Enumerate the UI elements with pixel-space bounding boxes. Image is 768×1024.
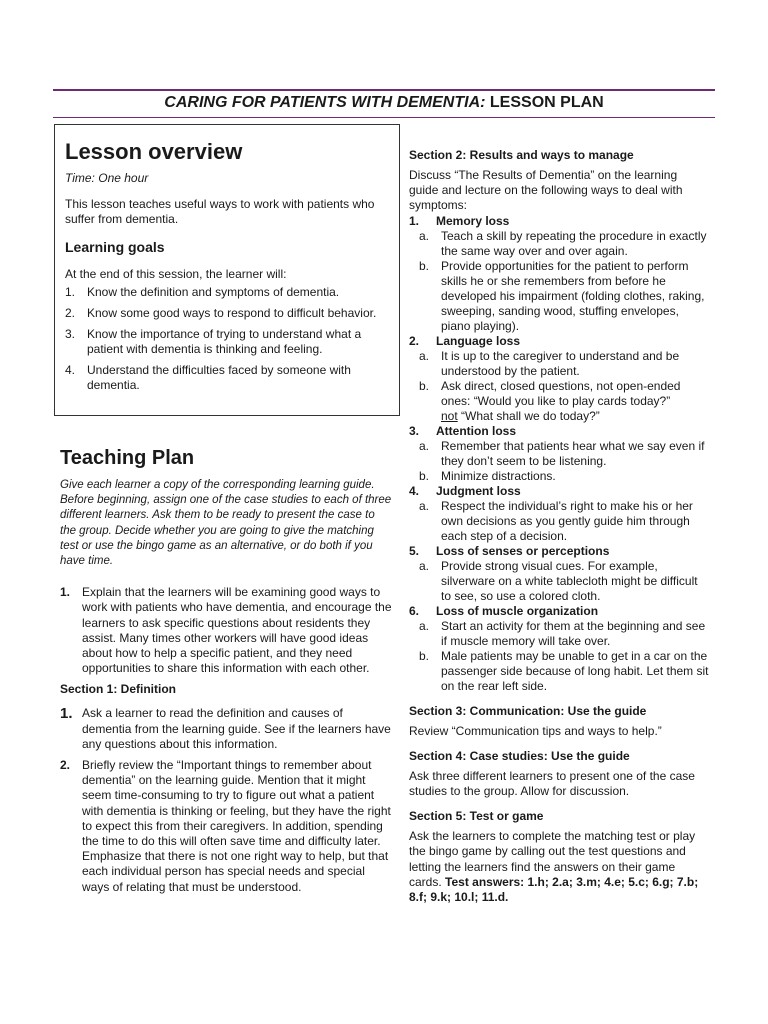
underlined-not: not	[441, 408, 458, 423]
section-1-list	[60, 706, 392, 894]
learning-goal-item	[65, 327, 389, 357]
category-item: b. Ask direct, closed questions, not open-ended ones: “Would you like to play cards today?” not “What shall we do today?”	[419, 378, 681, 423]
lesson-intro: This lesson teaches useful ways to work with patients who suffer from dementia.	[65, 197, 375, 226]
teaching-step	[60, 585, 392, 676]
goal-text: Know some good ways to respond to difficult behavior.	[87, 306, 377, 320]
teaching-plan-title: Teaching Plan	[60, 447, 195, 469]
step-text: Ask a learner to read the definition and causes of dementia from the learning guide. See if the learners have any questions about this information.	[82, 706, 391, 751]
step-text: Explain that the learners will be examining good ways to work with patients who have dementia, and encourage the learners to ask specific questions about residents they assist. Many times other workers will have good ideas about how to help a specific patient, and they need opportunities to share this information with each other.	[82, 585, 392, 676]
teaching-plan-column	[60, 446, 392, 901]
step-text: Briefly review the “Important things to remember about dementia” on the learning guide. Mention that it might seem time-consuming to try to figure out what a patient with dementia is thinking or feeling, but they have the right to expect this from their caregivers. In addition, spending the time to do this will often save time and difficulty later. Emphasize that there is not one right way to help, but that each individual person has special needs and special ways of relating that must be understood.	[82, 758, 391, 894]
learning-goals-title: Learning goals	[65, 239, 165, 255]
category-attention-loss: 3. Attention loss	[409, 423, 516, 438]
section-4-text: Ask three different learners to present one of the case studies to the group. Allow for discussion.	[409, 768, 695, 799]
header-bottom-rule	[53, 117, 715, 118]
category-item: b. Provide opportunities for the patient to perform skills he or she remembers from before he developed his impairment (folding clothes, raking, sweeping, sanding wood, stuffing envelopes, piano playing).	[419, 258, 705, 333]
section-1-step	[60, 758, 392, 895]
category-item: a. Teach a skill by repeating the procedure in exactly the same way over and over again.	[419, 228, 707, 258]
learning-goals-intro: At the end of this session, the learner will:	[65, 267, 287, 281]
goal-text: Know the definition and symptoms of dementia.	[87, 285, 340, 299]
category-item: a. Remember that patients hear what we say even if they don’t seem to be listening.	[419, 438, 705, 468]
right-column	[409, 148, 709, 905]
section-5-title: Section 5: Test or game	[409, 809, 544, 824]
category-language-loss: 2. Language loss	[409, 333, 521, 348]
goal-number: 4.	[65, 363, 76, 377]
learning-goals-list	[65, 285, 389, 393]
header-title-plain: LESSON PLAN	[489, 94, 604, 111]
category-item: a. It is up to the caregiver to understand and be understood by the patient.	[419, 348, 680, 378]
step-number: 1.	[60, 705, 73, 723]
lesson-time: Time: One hour	[65, 171, 149, 185]
category-memory-loss: 1. Memory loss	[409, 213, 510, 228]
section-3-text: Review “Communication tips and ways to help.”	[409, 723, 662, 738]
lesson-overview-title: Lesson overview	[65, 139, 243, 164]
learning-goal-item	[65, 363, 389, 393]
teaching-plan-list	[60, 585, 392, 676]
header-title-italic: CARING FOR PATIENTS WITH DEMENTIA:	[164, 94, 486, 111]
learning-goal-item	[65, 306, 389, 321]
goal-text: Understand the difficulties faced by someone with dementia.	[87, 363, 351, 392]
section-2-title: Section 2: Results and ways to manage	[409, 148, 634, 162]
category-item: a. Provide strong visual cues. For example, silverware on a white tablecloth might be difficult to see, so use a colored cloth.	[419, 558, 698, 603]
category-muscle-organization-loss: 6. Loss of muscle organization	[409, 603, 599, 618]
category-item: b. Minimize distractions.	[419, 468, 556, 483]
category-item: a. Respect the individual’s right to make his or her own decisions as you gently guide him through each step of a decision.	[419, 498, 693, 543]
learning-goal-item	[65, 285, 389, 300]
goal-number: 1.	[65, 285, 76, 299]
section-1-step	[60, 706, 392, 752]
category-senses-loss: 5. Loss of senses or perceptions	[409, 543, 610, 558]
teaching-plan-intro: Give each learner a copy of the corresponding learning guide. Before beginning, assign one of the case studies to each of three different learners. Ask them to be ready to present the case to the group. Decide whether you are going to give the matching test or use the bingo game as an alternative, or do both if you have time.	[60, 479, 392, 568]
section-2-intro: Discuss “The Results of Dementia” on the learning guide and lecture on the following ways to deal with symptoms:	[409, 168, 683, 213]
section-3-title: Section 3: Communication: Use the guide	[409, 703, 647, 718]
category-item: b. Male patients may be unable to get in a car on the passenger side because of long habit. Let them sit on the rear left side.	[419, 648, 709, 693]
goal-number: 2.	[65, 306, 76, 320]
category-judgment-loss: 4. Judgment loss	[409, 483, 521, 498]
test-answers: Test answers: 1.h; 2.a; 3.m; 4.e; 5.c; 6.g; 7.b; 8.f; 9.k; 10.l; 11.d.	[409, 874, 699, 905]
step-number: 1.	[60, 585, 71, 600]
page-header	[53, 94, 715, 112]
section-1-title: Section 1: Definition	[60, 682, 177, 697]
goal-text: Know the importance of trying to understand what a patient with dementia is thinking and feeling.	[87, 327, 362, 356]
category-item: a. Start an activity for them at the beginning and see if muscle memory will take over.	[419, 618, 706, 648]
header-top-rule	[53, 89, 715, 91]
goal-number: 3.	[65, 327, 76, 341]
step-number: 2.	[60, 758, 71, 773]
section-5-text: Ask the learners to complete the matching test or play the bingo game by calling out the test questions and letting the learners find the answers on their game cards. Test answers: 1.h; 2.a; 3.m; 4.e; 5.c; 6.g; 7.b; 8.f; 9.k; 10.l; 11.d.	[409, 829, 699, 905]
lesson-overview-box	[54, 124, 400, 416]
section-4-title: Section 4: Case studies: Use the guide	[409, 748, 630, 763]
